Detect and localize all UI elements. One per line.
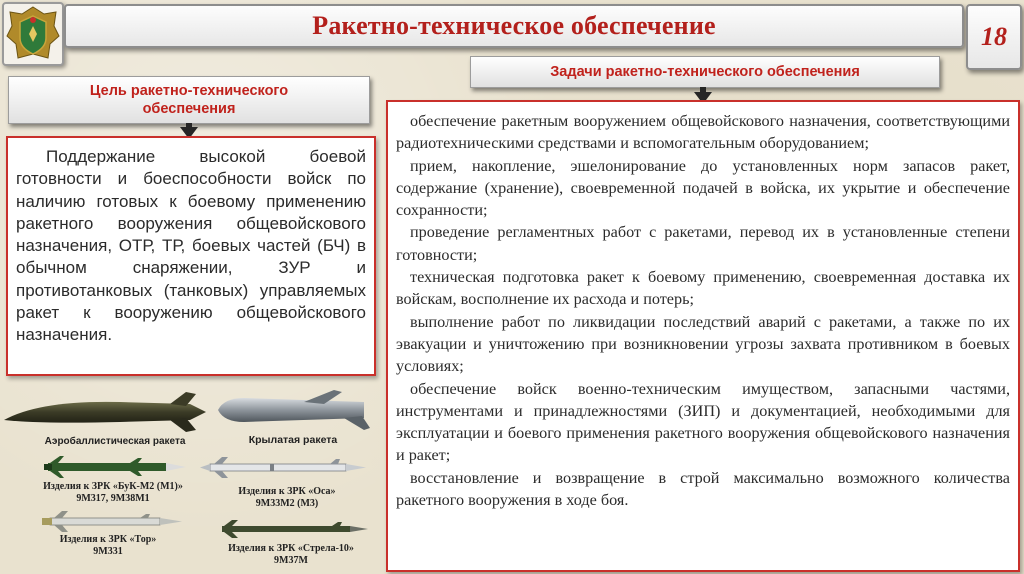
caption-osa-line1: Изделия к ЗРК «Оса» [238, 486, 336, 497]
aeroballistic-missile-image [0, 390, 212, 434]
buk-missile-image [40, 456, 190, 478]
task-item: обеспечение ракетным вооружением общевойскового назначения, соответствующими радиотехническими средствами и вспомогательным оборудованием; [396, 112, 1010, 153]
caption-buk-line2: 9М317, 9М38М1 [76, 493, 150, 504]
missiles-illustration [0, 384, 380, 574]
tor-missile-image [36, 510, 186, 532]
caption-strela [206, 543, 376, 567]
emblem-icon [4, 4, 62, 64]
tasks-list [386, 100, 1020, 572]
page-number-box [966, 4, 1022, 70]
page-number: 18 [981, 22, 1007, 51]
caption-buk [20, 481, 206, 505]
cruise-missile-image [214, 388, 374, 432]
caption-strela-line2: 9М37М [274, 555, 308, 566]
title-bar [64, 4, 964, 48]
tasks-heading-box [470, 56, 940, 88]
task-item: техническая подготовка ракет к боевому применению, своевременная доставка их войскам, восполнение их расхода и потерь; [396, 268, 1010, 309]
goal-heading: Цель ракетно-технического обеспечения [89, 83, 289, 117]
task-item: восстановление и возвращение в строй максимально возможного количества ракетного вооружения в ходе боя. [396, 468, 1010, 510]
caption-strela-line1: Изделия к ЗРК «Стрела-10» [228, 543, 354, 554]
emblem [2, 2, 64, 66]
goal-heading-box [8, 76, 370, 124]
tasks-heading: Задачи ракетно-технического обеспечения [550, 64, 860, 80]
osa-missile-image [200, 456, 370, 478]
caption-buk-line1: Изделия к ЗРК «БуК-М2 (М1)» [43, 481, 183, 492]
goal-text-box [6, 136, 376, 376]
caption-aeroballistic: Аэробаллистическая ракета [44, 436, 186, 447]
task-item: выполнение работ по ликвидации последствий аварий с ракетами, а также по их эвакуации и уничтожению при возникновении угрозы захвата противником в боевых условиях; [396, 312, 1010, 376]
task-item: проведение регламентных работ с ракетами, перевод их в установленные степени готовности; [396, 223, 1010, 264]
task-item: обеспечение войск военно-техническим имуществом, запасными частями, инструментами и принадлежностями (ЗИП) и документацией, необходимыми для эксплуатации и боевого применения ракетного вооружения общевойскового назначения и ракет; [396, 379, 1010, 465]
strela-missile-image [212, 520, 372, 538]
caption-cruise: Крылатая ракета [248, 434, 338, 446]
caption-tor [38, 534, 178, 558]
task-item: прием, накопление, эшелонирование до установленных норм запасов ракет, содержание (хранение), своевременной подачей в войска, их укрытие и обеспечение сохранности; [396, 156, 1010, 220]
page-title: Ракетно-техническое обеспечение [312, 11, 716, 40]
goal-text: Поддержание высокой боевой готовности и боеспособности войск по наличию готовых к боевому применению ракетного вооружения общевойскового назначения, ОТР, ТР, боевых частей (БЧ) в обычном снаряжении, ЗУР и противотанковых (танковых) управляемых ракет к вооружению общевойскового назначения. [16, 147, 366, 345]
caption-osa-line2: 9М33М2 (М3) [255, 498, 319, 509]
caption-osa [212, 486, 362, 510]
caption-tor-line1: Изделия к ЗРК «Тор» [59, 534, 157, 545]
caption-tor-line2: 9М331 [93, 546, 123, 557]
